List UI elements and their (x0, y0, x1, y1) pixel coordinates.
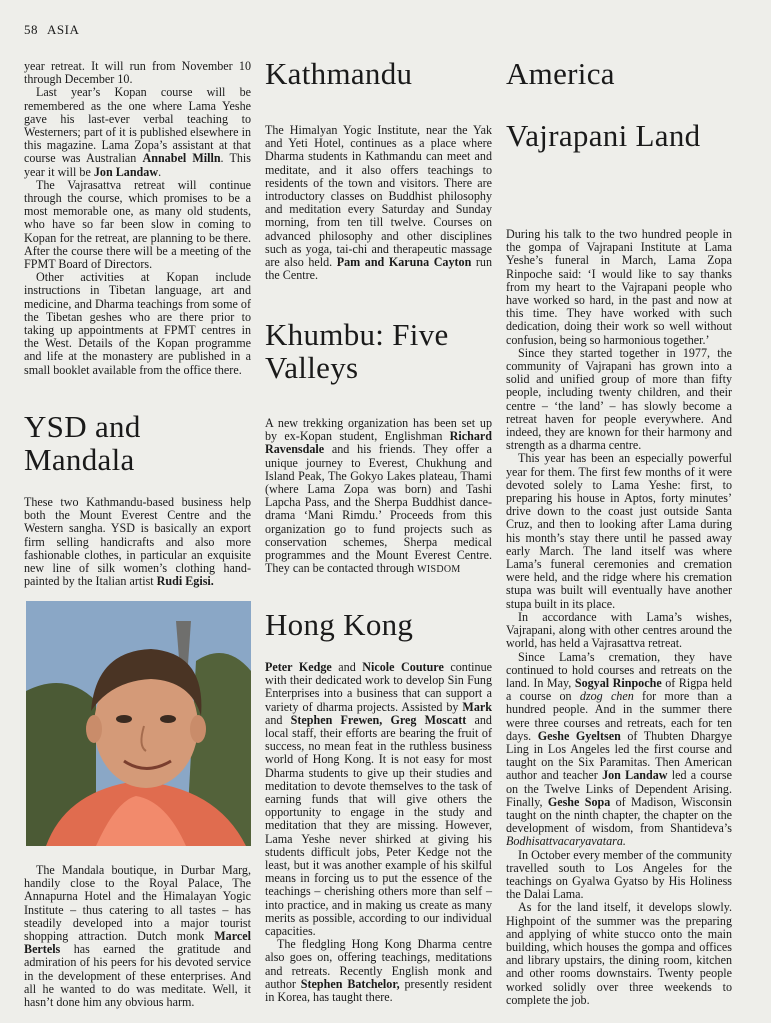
text-span: has earned the gratitude and admiration of his peers for his devoted service in the development of these enterprises. And all he wanted to do was meditate. Well, it hasn’t done him any obvious harm. (24, 942, 251, 1010)
paragraph: In October every member of the community travelled south to Los Angeles for the teachings on Gyalwa Gyatso by His Holiness the Dalai Lama. (506, 847, 732, 902)
ysd-heading (24, 410, 251, 476)
person-name: Richard Ravensdale (265, 429, 492, 457)
text-span: The fledgling Hong Kong Dharma centre also goes on, offering teachings, meditations and retreats. Recently English monk and author (265, 937, 492, 991)
heading-line: Khumbu: Five (265, 317, 449, 352)
paragraph (265, 938, 492, 1004)
paragraph (265, 124, 492, 282)
paragraph: Since they started together in 1977, the community of Vajrapani has grown into a solid and unified group of more than fifty people, including twenty children, and their centre – ‘the land’ – has slowly become a retreat haven for people everywhere. And indeed, they are known for their harmony and strength as a dharma centre. (506, 345, 732, 453)
person-name: Geshe Gyeltsen (537, 728, 621, 743)
person-name: Rudi Egisi. (156, 574, 214, 589)
text-span: A new trekking organization has been set up by ex-Kopan student, Englishman (265, 416, 492, 444)
ysd-article (24, 496, 251, 588)
paragraph: The Vajrasattva retreat will continue through the course, which promises to be a most memorable one, as many old students, who have so far been slow in coming to Kopan for the retreat, are planning to be there. After the course there will be a meeting of the FPMT Board of Directors. (24, 177, 251, 272)
text-span: . This year it will be (24, 151, 251, 179)
heading-line: YSD and (24, 409, 141, 444)
paragraph: This year has been an especially powerful year for them. The first few months of it were devoted solely to Lama Yeshe: first, to preparing his house in Aptos, forty minutes’ drive down to the coast just outside Santa Cruz, and then to looking after Lama during his month’s stay there until he passed away early March. The land itself was where Lama’s funeral ceremonies and cremation were held, and the ridge where his cremation stupa was built will eventually have another stupa built in its place. (506, 451, 732, 611)
paragraph (506, 651, 732, 849)
text-span: led a course on the Twelve Links of Dependent Arising. Finally, (506, 768, 732, 809)
mandala-article (24, 864, 251, 1009)
kopan-article (24, 60, 251, 377)
text-span: of Madison, Wisconsin taught on the ninth chapter, the chapter on the development of wisdom, from Shantideva’s (506, 794, 732, 836)
kathmandu-article (265, 124, 492, 282)
text-span: of Thubten Dhargye Ling in Los Angeles led the first course and taught on the Six Paramitas. Then American author and teacher (506, 728, 732, 783)
paragraph (265, 661, 492, 938)
text-span: These two Kathmandu-based business help both the Mount Everest Centre and the Western sangha. YSD is basically an export firm selling handicrafts and also more fashionable clothes, in particular an exquisite new line of silk women’s clothing hand-painted by the Italian artist (24, 495, 251, 589)
portrait-photo (26, 601, 251, 846)
paragraph (24, 86, 251, 178)
heading-line: Valleys (265, 350, 359, 385)
heading-line: Hong Kong (265, 607, 414, 642)
page-number: 58 (24, 22, 38, 37)
paragraph (24, 496, 251, 588)
text-span: for more than a hundred people. And in the summer there were three courses and retreats, each for ten days. (506, 689, 732, 743)
paragraph: As for the land itself, it develops slowly. Highpoint of the summer was the preparing and applying of white stucco onto the main building, which houses the gompa and offices and library upstairs, the dining room, kitchen and other rooms downstairs. Twenty people worked solidly over three weekends to complete the job. (506, 900, 732, 1007)
text-span: and (338, 660, 356, 674)
text-span: The Himalyan Yogic Institute, near the Yak and Yeti Hotel, continues as a place where Dharma students in Kathmandu can meet and meditate, and it also offers teachings to residents of the town and visitors. There are introductory classes on Buddhist philosophy and meditation every Saturday and Sunday morning, from ten till twelve. Courses on advanced philosophy and other disciplines such as yoga, tai-chi and therapeutic massage are also held. (265, 123, 492, 270)
person-name: Annabel Milln (142, 151, 221, 166)
heading-line: Kathmandu (265, 56, 413, 91)
person-name: Pam and Karuna Cayton (336, 255, 472, 270)
america-heading (506, 57, 732, 90)
hong-kong-heading (265, 608, 492, 641)
section-title: ASIA (47, 22, 80, 37)
person-name: Mark (462, 699, 492, 714)
running-head (24, 22, 79, 38)
paragraph: During his talk to the two hundred people in the gompa of Vajrapani Institute at Lama Yeshe’s funeral in March, Lama Zopa Rinpoche said: ‘I would like to say thanks from my heart to the Vajrapani people who have worked so hard, in the past and now at this time. They have worked with such dedication, doing their work so well without confusion, being so harmonious together.’ (506, 227, 732, 347)
paragraph: year retreat. It will run from November 10 through December 10. (24, 59, 251, 87)
text-span: of Rigpa held a course on (506, 675, 733, 704)
text-span: . (158, 164, 162, 179)
text-span: The Mandala boutique, in Durbar Marg, handily close to the Royal Palace, The Annapurna Hotel and the Himalayan Yogic Institute – thus catering to all tastes – has steadily developed into a major tourist shopping attraction. Dutch monk (24, 863, 251, 944)
paragraph: In accordance with Lama’s wishes, Vajrapani, along with other centres around the world, has held a Vajrasattva retreat. (506, 609, 732, 651)
portrait-icon (26, 601, 251, 846)
heading-line: Vajrapani Land (506, 118, 701, 153)
text-span: and local staff, their efforts are bearing the fruit of success, no mean feat in the ruthless business world of Hong Kong. It is not easy for most Dharma students to give up their studies and meditation to devote themselves to the task of earning funds that will give others the opportunity to engage in the study and meditation that they are missing. However, Lama Yeshe never shirked at giving his students difficult jobs, Peter Kedge not the least, but it was another example of his skilful means in forcing us to put the essence of the teachings – cherishing others more than self – into practice, and in making us create as many merits as possible, according to our individual capacities. (265, 712, 492, 939)
person-name: Jon Landaw (602, 768, 668, 783)
paragraph (265, 417, 492, 576)
khumbu-article (265, 417, 492, 576)
paragraph: Other activities at Kopan include instructions in Tibetan language, art and medicine, and Dharma teachings from some of the Tibetan geshes who are there prior to taking up appointments at FPMT centres in the West. Details of the Kopan programme and life at the monastery are published in a small booklet available from the office there. (24, 270, 251, 377)
vajrapani-article (506, 228, 732, 1007)
hong-kong-article (265, 661, 492, 1004)
khumbu-heading (265, 318, 492, 384)
org-name: WISDOM (417, 564, 461, 576)
text-span: run the Centre. (265, 255, 492, 283)
text-span: and (265, 712, 283, 727)
text-span: presently resident in Korea, has taught there. (265, 976, 492, 1005)
person-name: Jon Landaw (93, 164, 159, 179)
text-span: and his friends. They offer a unique journey to Everest, Chukhung and Island Peak, The Gokyo Lakes plateau, Thami (where Lama Zopa was born) and Tashi Lapcha Pass, and the Sherpa Buddhist dance-drama ‘Mani Rimdu.’ Proceeds from this organization go to fund projects such as conservation schemes, Sherpa medical programmes and the Mount Everest Centre. They can be contacted through (265, 442, 492, 576)
text-span: Last year’s Kopan course will be remembered as the one where Lama Yeshe gave his last-ever verbal teaching to Westerners; part of it is published elsewhere in this magazine. Lama Zopa’s assistant at that course was Australian (24, 85, 251, 166)
kathmandu-heading (265, 57, 492, 90)
person-name: Peter Kedge (265, 660, 332, 674)
person-name: Marcel Bertels (24, 929, 251, 957)
heading-line: Mandala (24, 442, 135, 477)
vajrapani-heading (506, 119, 732, 152)
person-name: Sogyal Rinpoche (574, 675, 662, 690)
text-span: Since Lama’s cremation, they have continued to hold courses and retreats on the land. In May, (506, 649, 732, 690)
text-span: continue with their dedicated work to develop Sin Fung Enterprises into a business that can support a variety of dharma projects. Assisted by (265, 660, 493, 714)
person-name: Stephen Frewen, Greg Moscatt (290, 712, 467, 727)
person-name: Stephen Batchelor, (300, 976, 400, 991)
italic-term: Bodhisattvacaryavatara. (506, 834, 626, 849)
person-name: Geshe Sopa (547, 794, 611, 809)
paragraph (24, 864, 251, 1009)
heading-line: America (506, 56, 615, 91)
person-name: Nicole Couture (362, 660, 444, 674)
italic-term: dzog chen (579, 689, 634, 704)
